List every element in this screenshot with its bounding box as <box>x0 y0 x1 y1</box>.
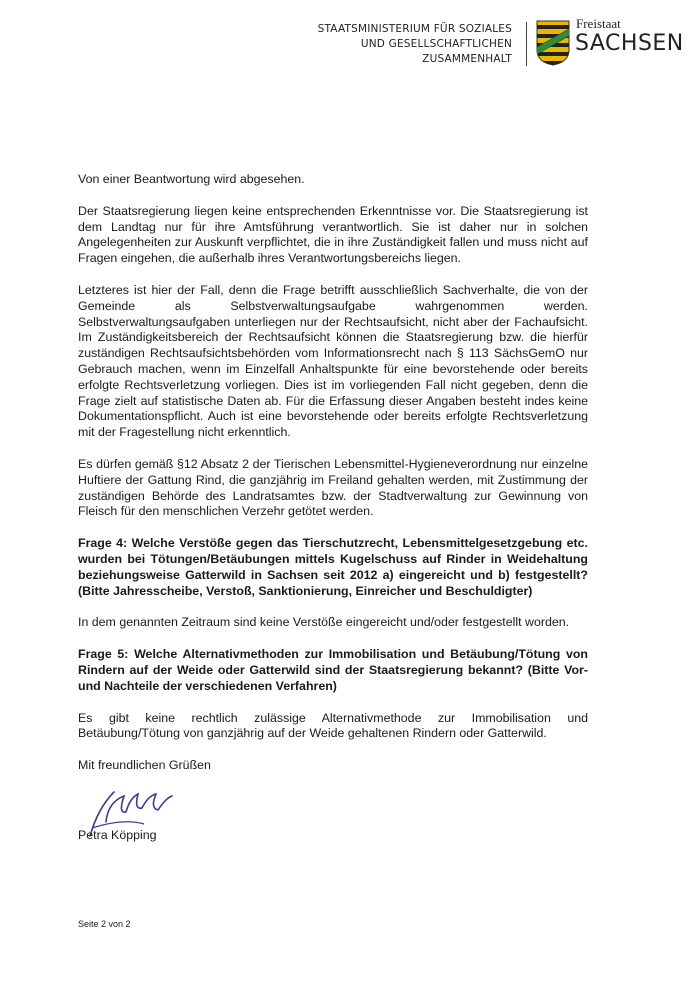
ministry-name <box>262 22 512 67</box>
paragraph-supervision: Letzteres ist hier der Fall, denn die Frage betrifft ausschließlich Sachverhalte, die von der Gemeinde als Selbstverwaltungsaufgabe wahrgenommen werden. Selbstverwaltungsaufgaben unterliegen nur der Rechtsaufsicht, nicht aber der Fachaufsicht. Im Zuständigkeitsbereich der Rechtsaufsicht können die Staatsregierung bzw. die hierfür zuständigen Rechtsaufsichtsbehörden vom Informationsrecht nach § 113 SächsGemO nur Gebrauch machen, wenn im Einzelfall Anhaltspunkte für eine bevorstehende oder bereits erfolgte Rechtsverletzung vorliegen. Dies ist im vorliegenden Fall nicht gegeben, denn die Frage zielt auf statistische Daten ab. Für die Erfassung dieser Angaben besteht indes keine Dokumentationspflicht. Auch ist eine bevorstehende oder bereits erfolgte Rechtsverletzung mit der Fragestellung nicht erkenntlich. <box>78 282 588 440</box>
signatory-name: Petra Köpping <box>78 828 157 842</box>
question-5: Frage 5: Welche Alternativmethoden zur Immobilisation und Betäubung/Tötung von Rindern auf der Weide oder Gatterwild sind der Staatsregierung bekannt? (Bitte Vor-und Nachteile der verschiedenen Verfahren) <box>78 647 588 693</box>
saxony-coat-of-arms-icon <box>536 20 570 66</box>
answer-4: In dem genannten Zeitraum sind keine Verstöße eingereicht und/oder festgestellt worden. <box>78 615 570 630</box>
letter-body <box>78 172 588 790</box>
page-number: Seite 2 von 2 <box>78 919 131 929</box>
question-4: Frage 4: Welche Verstöße gegen das Tierschutzrecht, Lebensmittelgesetzgebung etc. wurden bei Tötungen/Betäubungen mittels Kugelschuss auf Rinder in Weidehaltung beziehungsweise Gatterwild in Sachsen seit 2012 a) eingereicht und b) festgestellt? (Bitte Jahresscheibe, Verstoß, Sanktionierung, Einreicher und Beschuldigter) <box>78 536 588 598</box>
paragraph-responsibility: Der Staatsregierung liegen keine entsprechenden Erkenntnisse vor. Die Staatsregierung ist dem Landtag nur für ihre Amtsführung verantwortlich. Sie ist daher nur in solchen Angelegenheiten zur Auskunft verpflichtet, die in ihre Zuständigkeit fallen und muss nicht auf Fragen eingehen, die außerhalb ihres Verantwortungsbereichs liegen. <box>78 203 588 266</box>
state-label: Freistaat <box>576 16 621 31</box>
header-divider <box>526 22 527 66</box>
paragraph-intro: Von einer Beantwortung wird abgesehen. <box>78 172 305 186</box>
answer-5: Es gibt keine rechtlich zulässige Alternativmethode zur Immobilisation und Betäubung/Tötung von ganzjährig auf der Weide gehaltenen Rindern oder Gatterwild. <box>78 710 588 741</box>
paragraph-regulation: Es dürfen gemäß §12 Absatz 2 der Tierischen Lebensmittel-Hygieneverordnung nur einzelne Huftiere der Gattung Rind, die ganzjährig im Freiland gehalten werden, mit Zustimmung der zuständigen Behörde des Landratsamtes bzw. der Stadtverwaltung zur Gewinnung von Fleisch für den menschlichen Verzehr getötet werden. <box>78 456 588 519</box>
greeting: Mit freundlichen Grüßen <box>78 758 211 773</box>
signature <box>74 788 274 858</box>
ministry-line-1: STAATSMINISTERIUM FÜR SOZIALES <box>317 23 512 35</box>
ministry-line-3: ZUSAMMENHALT <box>422 53 512 65</box>
ministry-line-2: UND GESELLSCHAFTLICHEN <box>360 38 512 50</box>
state-name: SACHSEN <box>575 31 684 56</box>
